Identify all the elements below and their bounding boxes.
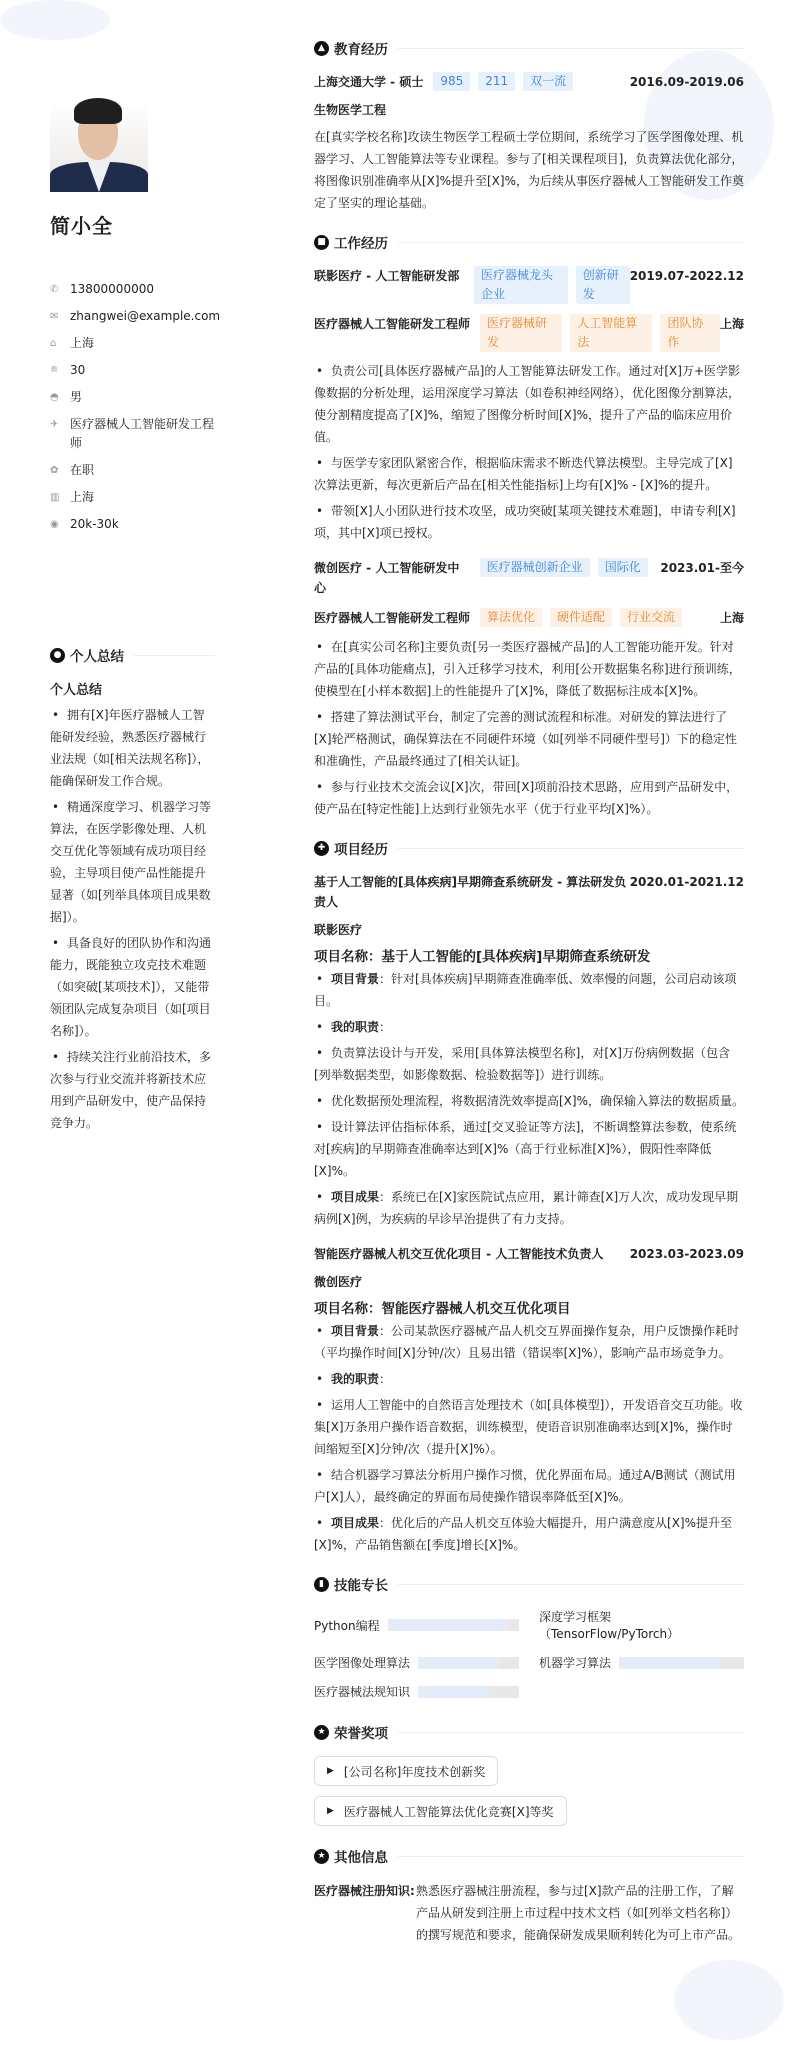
summary-item: • 拥有[X]年医疗器械人工智能研发经验，熟悉医疗器械行业法规（如[相关法规名称]），能确保研发工作合规。 xyxy=(50,704,215,792)
job-date: 2023.01-至今 xyxy=(660,561,744,575)
skill-level-bar xyxy=(619,1657,744,1669)
major: 生物医学工程 xyxy=(314,103,387,117)
project-header xyxy=(314,872,744,912)
summary-item: • 持续关注行业前沿技术，多次参与行业交流并将新技术应用到产品研发中，使产品保持竞争力。 xyxy=(50,1046,215,1134)
role-tag: 行业交流 xyxy=(620,608,682,627)
award-text: [公司名称]年度技术创新奖 xyxy=(343,1764,486,1779)
section-title: 技能专长 xyxy=(334,1578,388,1594)
section-title: 荣誉奖项 xyxy=(334,1726,388,1742)
project-result xyxy=(314,1512,744,1556)
candidate-name: 简小全 xyxy=(50,214,113,238)
role-tags xyxy=(480,608,720,627)
school-tag: 211 xyxy=(478,72,515,91)
work-list xyxy=(314,266,744,820)
contact-row xyxy=(50,280,218,299)
mail-icon: ✉ xyxy=(50,311,59,322)
contact-row xyxy=(50,334,218,353)
job-city: 上海 xyxy=(719,317,744,331)
role-tags xyxy=(480,314,720,352)
skill-level-fill xyxy=(388,1619,509,1631)
role-title: 医疗器械人工智能研发工程师 xyxy=(314,611,471,625)
other-info xyxy=(314,1880,744,1946)
contact-text: 上海 xyxy=(70,490,95,504)
job-bullet: • 参与行业技术交流会议[X]次，带回[X]项前沿技术思路，应用到产品研发中，使产品在[特定性能]上达到行业领先水平（优于行业平均[X]%）。 xyxy=(314,776,744,820)
contact-row xyxy=(50,461,218,480)
contact-row xyxy=(50,488,218,507)
role-tag: 团队协作 xyxy=(660,314,720,352)
award-icon: ★ xyxy=(314,1725,329,1740)
graduation-cap-icon: ▲ xyxy=(314,41,329,56)
phone-icon: ✆ xyxy=(50,284,59,295)
job-header xyxy=(314,558,744,598)
city-icon: ▥ xyxy=(50,492,60,503)
skill-level-bar xyxy=(418,1686,519,1698)
project-bullets xyxy=(314,968,744,1230)
project-entry xyxy=(314,1244,744,1556)
label: 项目成果 xyxy=(331,1516,380,1530)
contact-row xyxy=(50,388,218,407)
contact-row xyxy=(50,515,218,534)
contact-text: 医疗器械人工智能研发工程师 xyxy=(70,417,215,450)
section-title: 个人总结 xyxy=(70,649,124,665)
job-city: 上海 xyxy=(719,611,744,625)
home-icon: ⌂ xyxy=(50,338,57,349)
age-icon: ≘ xyxy=(50,365,59,376)
project-title: 智能医疗器械人机交互优化项目 - 人工智能技术负责人 xyxy=(314,1247,604,1261)
skill-name: 机器学习算法 xyxy=(539,1656,612,1670)
project-duty: • 设计算法评估指标体系，通过[交叉验证等方法]，不断调整算法参数，使系统对[疾病]的早期筛查准确率达到[X]%（高于行业标准[X]%），假阳性率降低[X]%。 xyxy=(314,1116,744,1182)
project-duty: • 运用人工智能中的自然语言处理技术（如[具体模型]），开发语音交互功能。收集[X]万条用户操作语音数据，训练模型，使语音识别准确率达到[X]%，操作时间缩短至[X]分钟/次（提升[X]%）。 xyxy=(314,1394,744,1460)
contact-row xyxy=(50,307,221,326)
company-tag: 创新研发 xyxy=(576,266,630,304)
job-entry xyxy=(314,558,744,820)
contact-row xyxy=(50,361,218,380)
skill-name: Python编程 xyxy=(314,1618,380,1633)
awards-list xyxy=(314,1756,744,1836)
project-duty: • 负责算法设计与开发，采用[具体算法模型名称]，对[X]万份病例数据（包含[列举数据类型，如影像数据、检验数据等]）进行训练。 xyxy=(314,1042,744,1086)
skill-name: 医学图像处理算法 xyxy=(314,1656,411,1670)
project-duty: • 结合机器学习算法分析用户操作习惯，优化界面布局。通过A/B测试（测试用户[X]人），最终确定的界面布局使操作错误率降低至[X]%。 xyxy=(314,1464,744,1508)
summary-section xyxy=(50,645,215,1138)
project-date: 2023.03-2023.09 xyxy=(629,1247,744,1261)
status-icon: ✿ xyxy=(50,465,59,476)
skill-name: 医疗器械法规知识 xyxy=(314,1685,411,1699)
skill-level-fill xyxy=(619,1657,719,1669)
job-icon: ✈ xyxy=(50,419,59,430)
school-tag: 985 xyxy=(433,72,470,91)
skill-item xyxy=(314,1683,519,1700)
role-header xyxy=(314,608,744,628)
section-title: 教育经历 xyxy=(334,42,388,58)
section-title: 其他信息 xyxy=(334,1850,388,1866)
info-row xyxy=(314,1880,744,1946)
job-header xyxy=(314,266,744,304)
label: 我的职责 xyxy=(331,1020,380,1034)
text: ：系统已在[X]家医院试点应用，累计筛查[X]万人次，成功发现早期病例[X]例，为疾病的早诊早治提供了有力支持。 xyxy=(314,1190,739,1226)
skill-level-fill xyxy=(418,1686,489,1698)
contact-text: zhangwei@example.com xyxy=(70,309,221,323)
label: 我的职责 xyxy=(331,1372,380,1386)
text: ： xyxy=(379,1372,392,1386)
contact-text: 上海 xyxy=(70,336,95,350)
job-entry xyxy=(314,266,744,544)
background-decoration xyxy=(0,0,110,40)
project-company: 联影医疗 xyxy=(314,923,363,937)
section-title: 工作经历 xyxy=(334,236,388,252)
project-list xyxy=(314,872,744,1556)
project-entry xyxy=(314,872,744,1230)
project-date: 2020.01-2021.12 xyxy=(629,875,744,889)
summary-item: • 精通深度学习、机器学习等算法，在医学影像处理、人机交互优化等领域有成功项目经验，主导项目使产品性能提升显著（如[列举具体项目成果数据]）。 xyxy=(50,796,215,928)
skill-level-fill xyxy=(418,1657,499,1669)
text: ：针对[具体疾病]早期筛查准确率低、效率慢的问题，公司启动该项目。 xyxy=(314,972,737,1008)
chart-icon: ▮ xyxy=(314,1577,329,1592)
award-wrap xyxy=(314,1756,744,1796)
info-icon: ★ xyxy=(314,1849,329,1864)
award-wrap xyxy=(314,1796,744,1836)
contact-text: 30 xyxy=(70,363,86,377)
play-triangle-icon: ▶ xyxy=(327,1806,334,1816)
role-tag: 人工智能算法 xyxy=(570,314,652,352)
avatar-photo xyxy=(50,90,148,192)
summary-list xyxy=(50,704,215,1134)
role-tag: 算法优化 xyxy=(480,608,542,627)
education-header xyxy=(314,72,744,92)
salary-icon: ◉ xyxy=(50,519,59,530)
job-bullet: • 搭建了算法测试平台，制定了完善的测试流程和标准。对研发的算法进行了[X]轮严格测试，确保算法在不同硬件环境（如[列举不同硬件型号]）下的稳定性和准确性，产品最终通过了[相关认证]。 xyxy=(314,706,744,772)
job-bullet: • 在[真实公司名称]主要负责[另一类医疗器械产品]的人工智能功能开发。针对产品的[具体功能痛点]，引入迁移学习技术，利用[公开数据集名称]进行预训练，使模型在[小样本数据]上的性能提升了[X]%，降低了数据标注成本[X]%。 xyxy=(314,636,744,702)
summary-item: • 具备良好的团队协作和沟通能力，既能独立攻克技术难题（如突破[某项技术]），又能带领团队完成复杂项目（如[项目名称]）。 xyxy=(50,932,215,1042)
skill-name: 深度学习框架（TensorFlow/PyTorch） xyxy=(539,1610,680,1641)
role-tag: 硬件适配 xyxy=(550,608,612,627)
role-tag: 医疗器械研发 xyxy=(480,314,562,352)
briefcase-icon: ■ xyxy=(314,235,329,250)
contact-list xyxy=(50,280,221,542)
company-name: 联影医疗 - 人工智能研发部 xyxy=(314,269,460,283)
contact-text: 在职 xyxy=(70,463,95,477)
gender-icon: ◓ xyxy=(50,392,59,403)
company-tags xyxy=(474,266,630,304)
background-decoration xyxy=(674,1960,784,2040)
award-text: 医疗器械人工智能算法优化竞赛[X]等奖 xyxy=(343,1804,554,1819)
summary-title: 个人总结 xyxy=(50,683,103,698)
project-name: 项目名称：基于人工智能的[具体疾病]早期筛查系统研发 xyxy=(314,949,651,965)
label: 项目背景 xyxy=(331,972,380,986)
company-tag: 医疗器械龙头企业 xyxy=(474,266,568,304)
company-name: 微创医疗 - 人工智能研发中心 xyxy=(314,561,460,595)
play-triangle-icon: ▶ xyxy=(327,1766,334,1776)
skills-grid xyxy=(314,1608,744,1700)
project-background xyxy=(314,1320,744,1364)
skill-level-bar xyxy=(418,1657,519,1669)
job-date: 2019.07-2022.12 xyxy=(629,269,744,283)
project-header xyxy=(314,1244,744,1264)
job-bullets xyxy=(314,636,744,820)
project-title: 基于人工智能的[具体疾病]早期筛查系统研发 - 算法研发负责人 xyxy=(314,875,627,909)
project-name: 项目名称：智能医疗器械人机交互优化项目 xyxy=(314,1301,571,1317)
skill-level-bar xyxy=(388,1619,519,1631)
skill-item xyxy=(314,1654,519,1671)
section-title: 项目经历 xyxy=(334,842,388,858)
project-duty: • 优化数据预处理流程，将数据清洗效率提高[X]%，确保输入算法的数据质量。 xyxy=(314,1090,744,1112)
label: 项目成果 xyxy=(331,1190,380,1204)
company-tag: 医疗器械创新企业 xyxy=(480,558,590,577)
info-text: 熟悉医疗器械注册流程，参与过[X]款产品的注册工作，了解产品从研发到注册上市过程中技术文档（如[列举文档名称]）的撰写规范和要求，能确保研发成果顺利转化为可上市产品。 xyxy=(416,1884,741,1942)
skill-item xyxy=(539,1608,744,1642)
project-result xyxy=(314,1186,744,1230)
info-label: 医疗器械注册知识: xyxy=(314,1884,415,1898)
contact-text: 男 xyxy=(70,390,83,404)
education-description: 在[真实学校名称]攻读生物医学工程硕士学位期间，系统学习了医学图像处理、机器学习、人工智能算法等专业课程。参与了[相关课程项目]，负责算法优化部分，将图像识别准确率从[X]%提升至[X]%，为后续从事医疗器械人工智能研发工作奠定了坚实的理论基础。 xyxy=(314,130,744,210)
label: 项目背景 xyxy=(331,1324,380,1338)
project-company: 微创医疗 xyxy=(314,1275,363,1289)
main-content xyxy=(314,38,744,1946)
role-title: 医疗器械人工智能研发工程师 xyxy=(314,317,471,331)
text: ：优化后的产品人机交互体验大幅提升，用户满意度从[X]%提升至[X]%，产品销售额在[季度]增长[X]%。 xyxy=(314,1516,733,1552)
project-background xyxy=(314,968,744,1012)
award-item xyxy=(314,1796,567,1826)
user-icon: ● xyxy=(50,648,65,663)
contact-text: 20k-30k xyxy=(70,517,119,531)
project-duty-label xyxy=(314,1016,744,1038)
school-tags xyxy=(433,72,629,91)
skill-item xyxy=(314,1608,519,1642)
skill-item xyxy=(539,1654,744,1671)
contact-row xyxy=(50,415,218,453)
contact-text: 13800000000 xyxy=(70,282,154,296)
job-bullet: • 带领[X]人小团队进行技术攻坚，成功突破[某项关键技术难题]，申请专利[X]项，其中[X]项已授权。 xyxy=(314,500,744,544)
company-tags xyxy=(480,558,655,577)
job-bullet: • 负责公司[具体医疗器械产品]的人工智能算法研发工作。通过对[X]万+医学影像数据的分析处理，运用深度学习算法（如卷积神经网络），优化图像分割算法，使分割精度提高了[X]%，缩短了图像分析时间[X]%，提升了产品的临床应用价值。 xyxy=(314,360,744,448)
role-header xyxy=(314,314,744,352)
text: ： xyxy=(379,1020,392,1034)
project-bullets xyxy=(314,1320,744,1556)
job-bullet: • 与医学专家团队紧密合作，根据临床需求不断迭代算法模型。主导完成了[X]次算法更新，每次更新后产品在[相关性能指标]上均有[X]% - [X]%的提升。 xyxy=(314,452,744,496)
project-duty-label xyxy=(314,1368,744,1390)
school-name: 上海交通大学 - 硕士 xyxy=(314,75,424,89)
text: ：公司某款医疗器械产品人机交互界面操作复杂，用户反馈操作耗时（平均操作时间[X]分钟/次）且易出错（错误率[X]%），影响产品市场竞争力。 xyxy=(314,1324,740,1360)
education-date: 2016.09-2019.06 xyxy=(629,75,744,89)
project-icon: ✚ xyxy=(314,841,329,856)
job-bullets xyxy=(314,360,744,544)
school-tag: 双一流 xyxy=(523,72,573,91)
company-tag: 国际化 xyxy=(598,558,648,577)
award-item xyxy=(314,1756,498,1786)
